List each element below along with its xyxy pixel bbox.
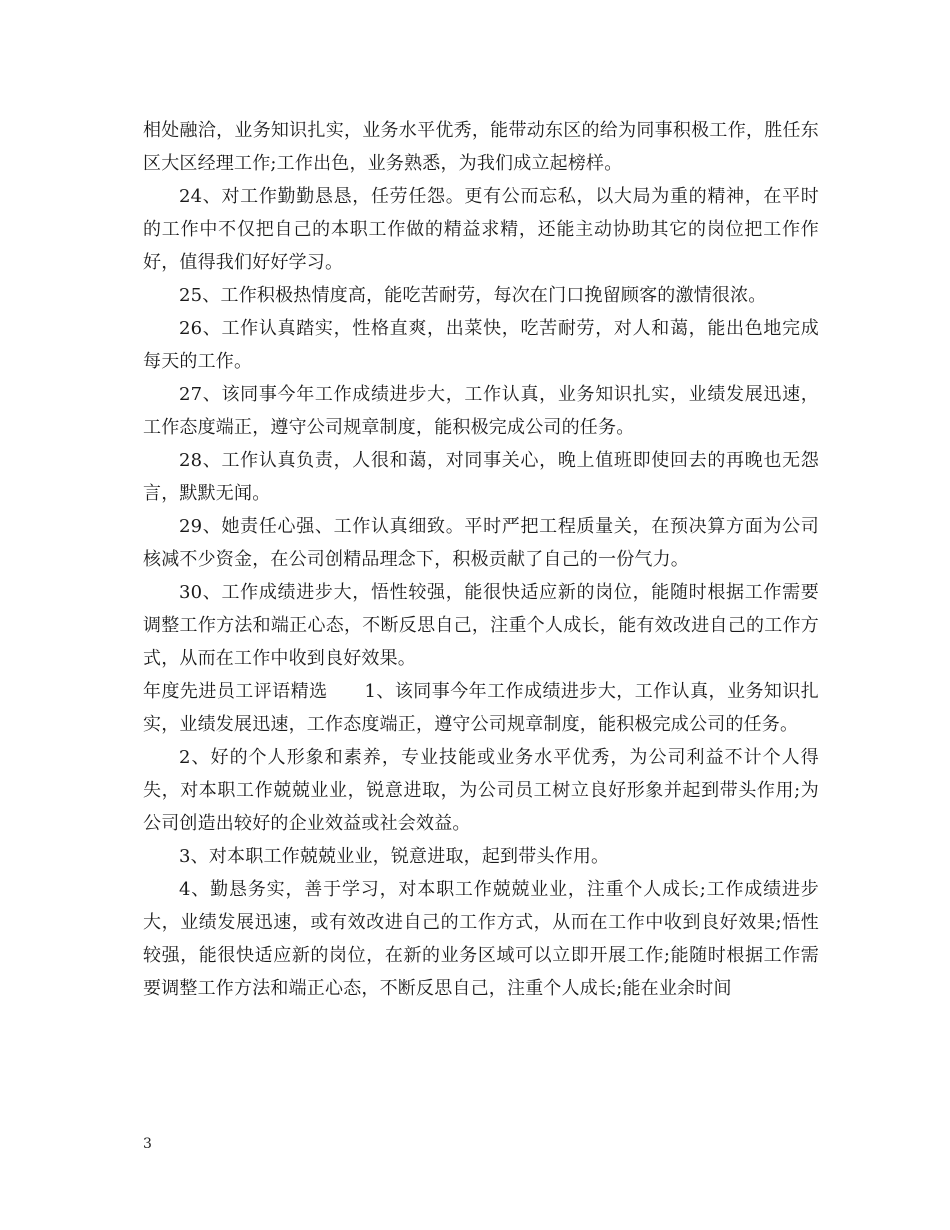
comment-item-25: 25、工作积极热情度高，能吃苦耐劳，每次在门口挽留顾客的激情很浓。 — [179, 285, 767, 306]
comment-item-27: 27、该同事今年工作成绩进步大，工作认真，业务知识扎实，业绩发展迅速，工作态度端正，遵守公司规章制度，能积极完成公司的任务。 — [143, 384, 819, 438]
comment-item-28: 28、工作认真负责，人很和蔼，对同事关心，晚上值班即使回去的再晚也无怨言，默默无闻。 — [143, 450, 819, 504]
section-intro-paragraph — [143, 675, 819, 741]
section-item-3: 3、对本职工作兢兢业业，锐意进取，起到带头作用。 — [179, 846, 610, 867]
document-body — [143, 114, 819, 1005]
comment-item-26: 26、工作认真踏实，性格直爽，出菜快，吃苦耐劳，对人和蔼，能出色地完成每天的工作。 — [143, 318, 819, 372]
comment-item-24: 24、对工作勤勤恳恳，任劳任怨。更有公而忘私，以大局为重的精神，在平时的工作中不仅把自己的本职工作做的精益求精，还能主动协助其它的岗位把工作作好，值得我们好好学习。 — [143, 186, 819, 273]
page-number: 3 — [143, 1136, 152, 1152]
section-item-1: 1、该同事今年工作成绩进步大，工作认真，业务知识扎实，业绩发展迅速，工作态度端正，遵守公司规章制度，能积极完成公司的任务。 — [143, 681, 820, 735]
section-heading-spacer — [328, 681, 365, 702]
section-heading: 年度先进员工评语精选 — [143, 681, 328, 702]
paragraph-continuation: 相处融洽，业务知识扎实，业务水平优秀，能带动东区的给为同事积极工作，胜任东区大区经理工作;工作出色，业务熟悉，为我们成立起榜样。 — [143, 120, 819, 174]
comment-item-30: 30、工作成绩进步大，悟性较强，能很快适应新的岗位，能随时根据工作需要调整工作方法和端正心态，不断反思自己，注重个人成长，能有效改进自己的工作方式，从而在工作中收到良好效果。 — [143, 582, 819, 669]
comment-item-29: 29、她责任心强、工作认真细致。平时严把工程质量关，在预决算方面为公司核减不少资金，在公司创精品理念下，积极贡献了自己的一份气力。 — [143, 516, 819, 570]
section-item-4: 4、勤恳务实，善于学习，对本职工作兢兢业业，注重个人成长;工作成绩进步大，业绩发展迅速，或有效改进自己的工作方式，从而在工作中收到良好效果;悟性较强，能很快适应新的岗位，在新的业务区域可以立即开展工作;能随时根据工作需要调整工作方法和端正心态，不断反思自己，注重个人成长;能在业余时间 — [143, 879, 819, 999]
section-item-2: 2、好的个人形象和素养，专业技能或业务水平优秀，为公司利益不计个人得失，对本职工作兢兢业业，锐意进取，为公司员工树立良好形象并起到带头作用;为公司创造出较好的企业效益或社会效益。 — [143, 747, 819, 834]
